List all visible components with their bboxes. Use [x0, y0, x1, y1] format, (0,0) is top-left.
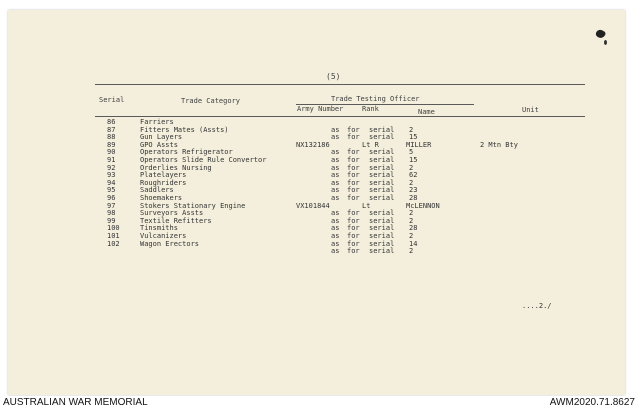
cell-for: for	[347, 247, 360, 256]
cell-for: for	[347, 171, 360, 180]
cell-as: as	[331, 156, 340, 164]
cell-serial: 100	[107, 224, 120, 233]
cell-as: as	[331, 239, 340, 248]
cell-for: for	[347, 156, 360, 164]
cell-for: for	[347, 163, 360, 172]
cell-as: as	[331, 133, 340, 142]
cell-serial: 102	[107, 239, 120, 248]
cell-serial: 98	[107, 209, 116, 218]
cell-serialw: serial	[369, 186, 395, 195]
cell-serial: 91	[107, 156, 116, 164]
cell-for: for	[347, 232, 360, 240]
cell-serialw: serial	[369, 178, 395, 187]
cell-as: as	[331, 178, 340, 187]
cell-num: 5	[409, 148, 414, 157]
cell-as: as	[331, 125, 340, 134]
cell-serial: 95	[107, 186, 116, 195]
cell-as: as	[331, 224, 340, 233]
cell-serialw: serial	[369, 163, 395, 172]
cell-trade: GPO Assts	[140, 140, 178, 149]
cell-trade: Gun Layers	[140, 133, 183, 142]
cell-for: for	[347, 224, 360, 233]
cell-serial: 89	[107, 140, 116, 149]
cell-as: as	[331, 194, 340, 202]
cell-trade: Operators Slide Rule Convertor	[140, 156, 267, 164]
cell-serial: 101	[107, 232, 120, 240]
cell-trade: Stokers Stationary Engine	[140, 201, 246, 210]
cell-rank: Lt R	[362, 140, 379, 149]
ink-spot	[604, 40, 607, 45]
cell-serialw: serial	[369, 171, 395, 180]
cell-serial: 88	[107, 133, 116, 142]
cell-trade: Orderlies Nursing	[140, 163, 212, 172]
cell-trade: Roughriders	[140, 178, 187, 187]
cell-num: 2	[409, 247, 414, 256]
cell-serial: 87	[107, 125, 116, 134]
cell-serial: 96	[107, 194, 116, 202]
cell-name: MILLER	[406, 140, 432, 149]
cell-as: as	[331, 247, 340, 256]
cell-as: as	[331, 163, 340, 172]
header-trade-category: Trade Category	[181, 97, 241, 105]
cell-for: for	[347, 209, 360, 218]
cell-serialw: serial	[369, 125, 395, 134]
cell-num: 15	[409, 133, 418, 142]
header-name: Name	[418, 108, 435, 116]
cell-num: 2	[409, 216, 414, 225]
cell-trade: Saddlers	[140, 186, 174, 195]
cell-trade: Farriers	[140, 118, 174, 126]
cell-trade: Tinsmiths	[140, 224, 178, 233]
cell-serial: 94	[107, 178, 116, 187]
cell-trade: Platelayers	[140, 171, 187, 180]
cell-num: 14	[409, 239, 418, 248]
cell-as: as	[331, 186, 340, 195]
cell-num: 2	[409, 125, 414, 134]
cell-serialw: serial	[369, 224, 395, 233]
cell-for: for	[347, 133, 360, 142]
cell-for: for	[347, 148, 360, 157]
continuation-note: ....2./	[522, 302, 552, 310]
cell-army: NX132186	[296, 140, 330, 149]
cell-serialw: serial	[369, 194, 395, 202]
cell-serial: 99	[107, 216, 116, 225]
cell-serialw: serial	[369, 247, 395, 256]
cell-unit: 2 Mtn Bty	[480, 140, 518, 149]
cell-serial: 86	[107, 118, 116, 126]
page-number: (5)	[326, 72, 341, 81]
cell-for: for	[347, 186, 360, 195]
cell-num: 2	[409, 209, 414, 218]
cell-serialw: serial	[369, 232, 395, 240]
cell-serial: 90	[107, 148, 116, 157]
cell-serialw: serial	[369, 239, 395, 248]
cell-num: 28	[409, 224, 418, 233]
cell-num: 62	[409, 171, 418, 180]
cell-num: 2	[409, 232, 414, 240]
cell-serial: 93	[107, 171, 116, 180]
header-top-rule	[95, 84, 585, 85]
cell-serialw: serial	[369, 148, 395, 157]
cell-trade: Shoemakers	[140, 194, 183, 202]
cell-name: McLENNON	[406, 201, 440, 210]
table-row	[0, 247, 640, 255]
cell-as: as	[331, 209, 340, 218]
cell-serialw: serial	[369, 156, 395, 164]
cell-trade: Vulcanizers	[140, 232, 187, 240]
archive-footer	[0, 396, 640, 409]
cell-as: as	[331, 171, 340, 180]
cell-for: for	[347, 194, 360, 202]
header-rank: Rank	[362, 105, 379, 113]
cell-for: for	[347, 178, 360, 187]
header-army-number: Army Number	[297, 105, 344, 113]
cell-num: 15	[409, 156, 418, 164]
cell-for: for	[347, 125, 360, 134]
cell-serial: 97	[107, 201, 116, 210]
header-unit: Unit	[522, 106, 539, 114]
cell-for: for	[347, 216, 360, 225]
cell-serial: 92	[107, 163, 116, 172]
cell-serialw: serial	[369, 209, 395, 218]
cell-trade: Operators Refrigerator	[140, 148, 233, 157]
cell-for: for	[347, 239, 360, 248]
cell-num: 2	[409, 178, 414, 187]
header-testing-officer: Trade Testing Officer	[331, 95, 420, 103]
cell-trade: Surveyors Assts	[140, 209, 204, 218]
cell-trade: Textile Refitters	[140, 216, 212, 225]
cell-as: as	[331, 148, 340, 157]
footer-institution: AUSTRALIAN WAR MEMORIAL	[3, 397, 148, 408]
cell-num: 28	[409, 194, 418, 202]
cell-as: as	[331, 216, 340, 225]
cell-num: 2	[409, 163, 414, 172]
cell-rank: Lt	[362, 201, 371, 210]
cell-army: VX101844	[296, 201, 330, 210]
cell-as: as	[331, 232, 340, 240]
footer-accession-number: AWM2020.71.8627	[549, 397, 635, 408]
cell-serialw: serial	[369, 133, 395, 142]
header-bottom-rule	[95, 116, 585, 117]
cell-trade: Wagon Erectors	[140, 239, 200, 248]
cell-serialw: serial	[369, 216, 395, 225]
cell-trade: Fitters Mates (Assts)	[140, 125, 229, 134]
cell-num: 23	[409, 186, 418, 195]
header-serial: Serial	[99, 96, 125, 104]
